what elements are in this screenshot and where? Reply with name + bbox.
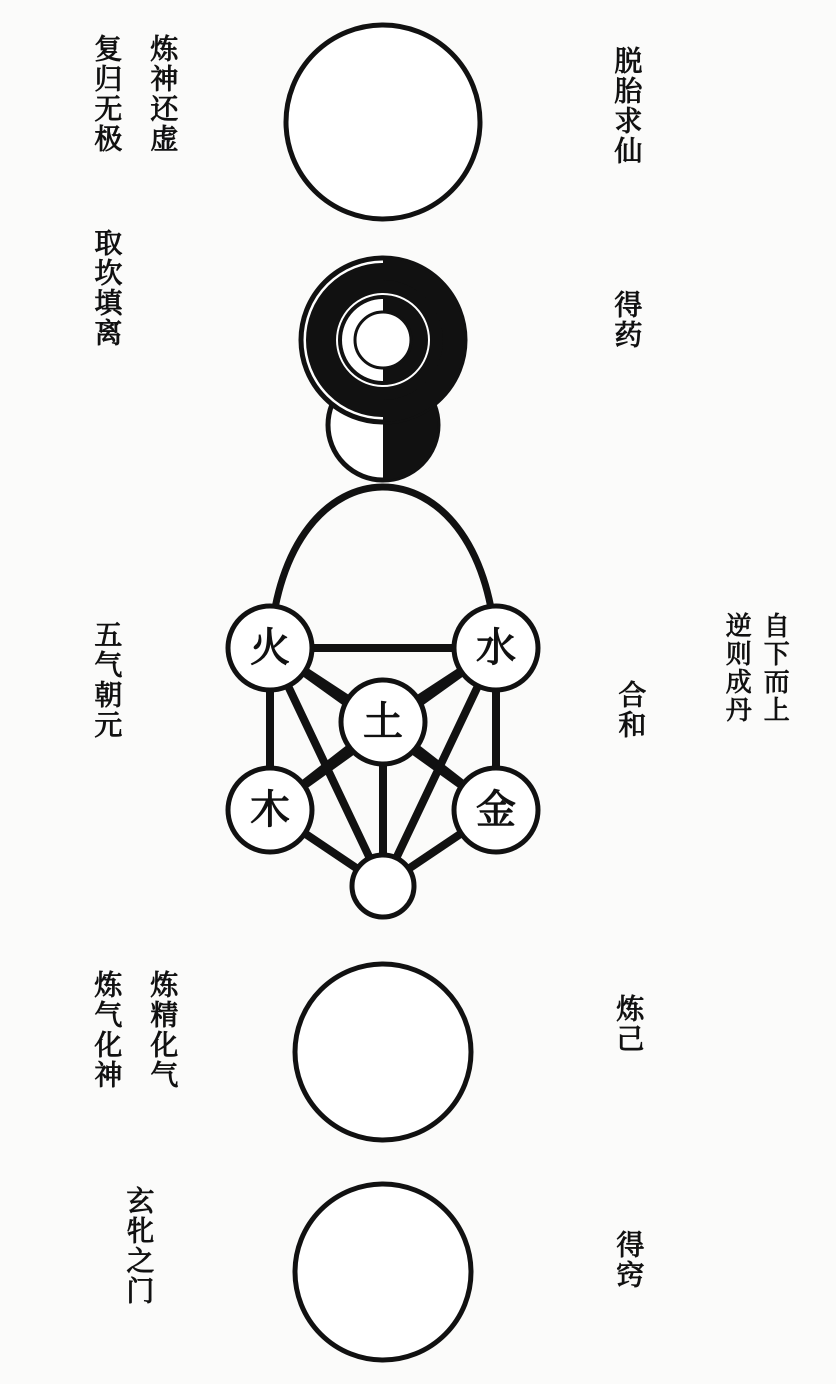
bottom-empty-circle	[295, 1184, 471, 1360]
label-ni-ze-cheng-dan: 逆则成丹	[721, 612, 752, 724]
element-fire	[228, 606, 312, 690]
top-empty-circle	[286, 25, 480, 219]
lower-empty-circle	[295, 964, 471, 1140]
label-lian-ji: 炼己	[612, 994, 646, 1054]
element-earth-label: 土	[363, 699, 403, 745]
element-wood-label: 木	[250, 787, 290, 833]
label-he-he: 合和	[614, 680, 648, 740]
element-fire-label: 火	[250, 625, 290, 671]
label-de-qiao: 得窍	[612, 1230, 646, 1290]
label-lian-qi-hua-shen: 炼气化神	[90, 970, 124, 1090]
label-qu-kan-tian-li: 取坎填离	[90, 228, 124, 348]
label-de-yao: 得药	[610, 290, 644, 350]
element-earth	[341, 680, 425, 764]
label-zi-xia-er-shang: 自下而上	[759, 612, 790, 724]
label-fu-gui-wu-ji: 复归无极	[90, 34, 124, 154]
label-lian-shen-huan-xu: 炼神还虚	[146, 34, 180, 154]
element-water-label: 水	[476, 625, 516, 671]
label-wu-qi-chao-yuan: 五气朝元	[90, 620, 124, 740]
bottom-node	[352, 855, 414, 917]
label-lian-jing-hua-qi: 炼精化气	[146, 970, 180, 1090]
element-water	[454, 606, 538, 690]
label-xuan-pin-zhi-men: 玄牝之门	[122, 1186, 156, 1306]
element-wood	[228, 768, 312, 852]
element-metal	[454, 768, 538, 852]
taiji-ring	[301, 258, 465, 422]
label-tuo-tai-qiu-xian: 脱胎求仙	[610, 46, 644, 166]
element-metal-label: 金	[476, 787, 516, 833]
